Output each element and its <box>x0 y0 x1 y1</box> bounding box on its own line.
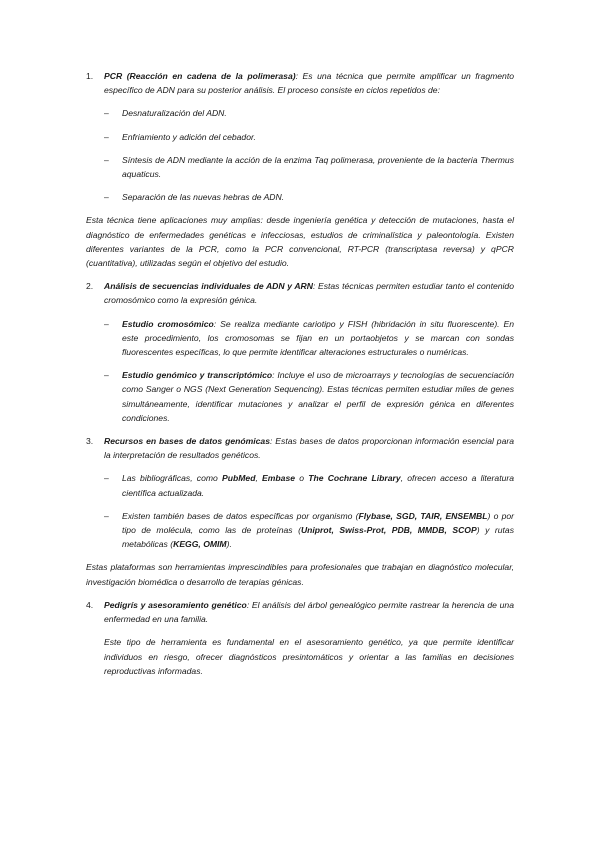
bullet-text: Las bibliográficas, como <box>122 473 223 484</box>
bullet-title: Estudio genómico y transcriptómico <box>122 370 273 381</box>
database-name: KEGG, OMIM <box>173 539 227 550</box>
bullet-item <box>86 190 514 204</box>
bullet-item <box>86 106 514 120</box>
database-name: Uniprot, Swiss-Prot, PDB, MMDB, SCOP <box>300 525 477 536</box>
item-text: : Estas bases de datos proporcionan información esencial para la interpretación de resultados genéticos. <box>104 436 514 461</box>
list-item-pedigree <box>86 598 514 626</box>
item-text: : Estas técnicas permiten estudiar tanto el contenido cromosómico como la expresión génica. <box>104 281 514 306</box>
bullet-title: Estudio cromosómico <box>122 318 214 329</box>
item-number: 2. <box>86 281 94 292</box>
dash-bullet-icon: – <box>104 192 109 203</box>
bullet-text: Existen también bases de datos específicas por organismo ( <box>122 510 359 521</box>
bullet-text: ) y rutas metabólicas ( <box>122 525 514 550</box>
bullet-text: Desnaturalización del ADN. <box>122 108 227 119</box>
item-title: Análisis de secuencias individuales de ADN y ARN <box>104 281 313 292</box>
dash-bullet-icon: – <box>104 108 109 119</box>
dash-bullet-icon: – <box>104 154 109 165</box>
bullet-text: ). <box>226 539 232 550</box>
bullet-text: ) o por tipo de molécula, como las de proteínas ( <box>122 510 514 536</box>
database-name: PubMed <box>222 473 256 484</box>
database-name: Flybase, SGD, TAIR, ENSEMBL <box>358 510 488 521</box>
item-number: 4. <box>86 599 94 610</box>
list-item-genomic-databases <box>86 434 514 462</box>
bullet-item <box>86 130 514 144</box>
bullet-text: Separación de las nuevas hebras de ADN. <box>122 192 285 203</box>
dash-bullet-icon: – <box>104 131 109 142</box>
item-number: 1. <box>86 71 94 81</box>
dash-bullet-icon: – <box>104 318 109 329</box>
item-text: : Es una técnica que permite amplificar un fragmento específico de ADN para su posterior análisis. El proceso consiste en ciclos repetidos de: <box>104 71 514 96</box>
bullet-item <box>86 317 514 360</box>
database-name: The Cochrane Library <box>308 473 401 484</box>
item-title: PCR (Reacción en cadena de la polimerasa) <box>104 71 296 81</box>
bullet-text: : Incluye el uso de microarrays y tecnologías de secuenciación como Sanger o NGS (Next Generation Sequencing). Estas técnicas permiten estudiar miles de genes simultáneamente, identificar mutaciones y analizar el perfil de expresión génica en diferentes condiciones. <box>122 370 514 423</box>
item-number: 3. <box>86 436 94 447</box>
bullet-text: Enfriamiento y adición del cebador. <box>122 131 256 142</box>
bullet-text: , ofrecen acceso a literatura científica actualizada. <box>122 473 515 498</box>
dash-bullet-icon: – <box>104 473 109 484</box>
document-body <box>86 69 514 678</box>
paragraph: Estas plataformas son herramientas imprescindibles para profesionales que trabajan en diagnóstico molecular, investigación biomédica o desarrollo de terapias génicas. <box>86 562 514 587</box>
paragraph: Este tipo de herramienta es fundamental en el asesoramiento genético, ya que permite identificar individuos en riesgo, ofrecer diagnósticos presintomáticos y orientar a las familias en decisiones reproductivas informadas. <box>104 637 514 676</box>
item-text: : El análisis del árbol genealógico permite rastrear la herencia de una enfermedad en una familia. <box>104 599 514 625</box>
bullet-text: : Se realiza mediante cariotipo y FISH (hibridación in situ fluorescente). En este procedimiento, los cromosomas se fijan en un portaobjetos y se marcan con sondas fluorescentes específicas, lo que permite identificar alteraciones estructurales o numéricas. <box>122 318 515 358</box>
item-title: Pedigrís y asesoramiento genético <box>104 599 247 610</box>
paragraph: Esta técnica tiene aplicaciones muy amplias: desde ingeniería genética y detección de mutaciones, hasta el diagnóstico de enfermedades genéticas e infecciosas, estudios de criminalística y paleontología. Existen diferentes variantes de la PCR, como la PCR convencional, RT-PCR (transcriptasa reversa) y qPCR (cuantitativa), utilizadas según el objetivo del estudio. <box>86 215 514 269</box>
bullet-text: Síntesis de ADN mediante la acción de la enzima Taq polimerasa, proveniente de la bacteria Thermus aquaticus. <box>122 154 514 180</box>
list-item-sequence-analysis <box>86 279 514 307</box>
bullet-text: o <box>295 473 309 484</box>
item-title: Recursos en bases de datos genómicas <box>104 436 270 447</box>
bullet-item <box>86 509 514 552</box>
dash-bullet-icon: – <box>104 510 109 521</box>
bullet-text: , <box>255 473 263 484</box>
bullet-item <box>86 153 514 181</box>
bullet-item <box>86 471 514 499</box>
database-name: Embase <box>262 473 296 484</box>
bullet-item <box>86 368 514 425</box>
list-item-pcr <box>86 69 514 97</box>
dash-bullet-icon: – <box>104 370 109 381</box>
